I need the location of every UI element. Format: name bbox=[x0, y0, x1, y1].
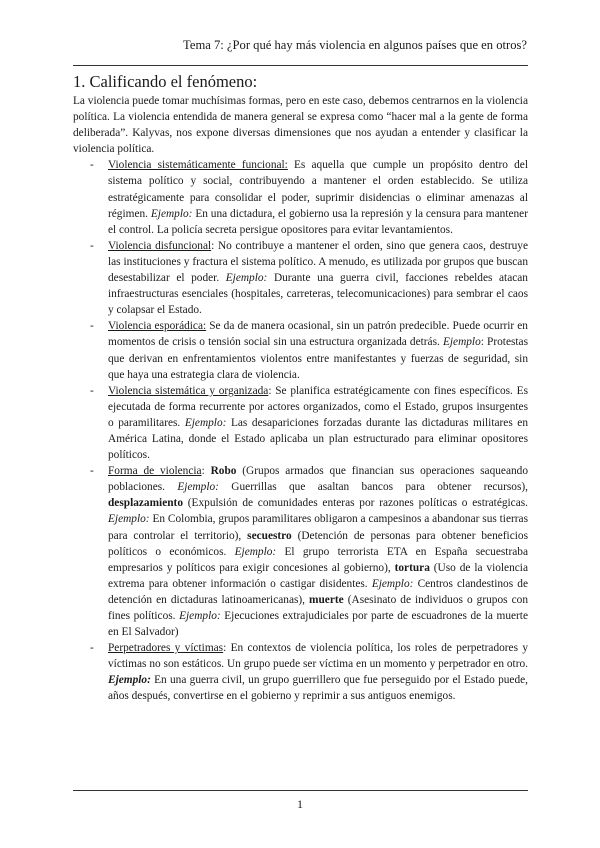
example-label: Ejemplo: bbox=[150, 207, 193, 220]
form-text: Centros clandestinos de detención en dictaduras latinoamericanas), bbox=[108, 577, 528, 606]
page-number: 1 bbox=[297, 797, 303, 811]
list-item bbox=[90, 157, 528, 237]
item-term: Forma de violencia bbox=[108, 465, 202, 478]
example-label: Ejemplo: bbox=[177, 481, 219, 494]
item-term: Perpetradores y víctimas bbox=[108, 642, 224, 655]
form-text: (Detención de personas para obtener beneficios políticos o económicos. bbox=[108, 529, 528, 558]
item-example-text: : Protestas que derivan en enfrentamientos violentos entre manifestantes y fuerzas de seguridad, sin que haya una estrategia clara de violencia. bbox=[108, 336, 528, 381]
item-example-text: En una guerra civil, un grupo guerrillero que fue perseguido por el Estado puede, años después, convertirse en el gobierno y reprimir a sus antiguos enemigos. bbox=[108, 674, 528, 703]
form-muerte: muerte bbox=[309, 593, 344, 606]
form-text: (Asesinato de individuos o grupos con fines políticos. bbox=[108, 593, 528, 622]
example-label: Ejemplo: bbox=[108, 513, 150, 526]
item-term: Violencia sistemáticamente funcional: bbox=[108, 159, 288, 172]
list-item-perpetrators bbox=[90, 640, 528, 704]
form-robo: Robo bbox=[210, 465, 237, 478]
item-example-text: Durante una guerra civil, facciones rebeldes atacan infraestructuras esenciales (hospitales, carreteras, telecomunicaciones) para sembrar el caos y colapsar el Estado. bbox=[108, 272, 528, 317]
example-label: Ejemplo: bbox=[371, 577, 414, 590]
item-term: Violencia esporádica: bbox=[108, 320, 207, 333]
form-secuestro: secuestro bbox=[247, 529, 292, 542]
bullet-dash: - bbox=[90, 239, 94, 252]
bullet-dash: - bbox=[90, 159, 94, 172]
item-text: : En contextos de violencia política, los roles de perpetradores y víctimas no son estáticos. Un grupo puede ser víctima en un momento y perpetrador en otro. bbox=[108, 642, 528, 671]
form-desplazamiento: desplazamiento bbox=[108, 497, 183, 510]
bullet-dash: - bbox=[90, 384, 94, 397]
list-item bbox=[90, 383, 528, 463]
term-colon: : bbox=[201, 465, 211, 478]
document-body bbox=[73, 93, 528, 705]
example-label: Ejemplo: bbox=[225, 272, 268, 285]
form-text: Guerrillas que asaltan bancos para obtener recursos), bbox=[218, 481, 528, 494]
item-example-text: Las desapariciones forzadas durante las dictaduras militares en América Latina, donde el Estado aplicaba un plan estructurado para eliminar opositores políticos. bbox=[108, 416, 528, 462]
bullet-dash: - bbox=[90, 642, 94, 655]
example-label: Ejemplo: bbox=[234, 545, 277, 558]
bullet-dash: - bbox=[90, 320, 94, 333]
example-label: Ejemplo bbox=[442, 336, 481, 349]
item-text: Se da de manera ocasional, sin un patrón predecible. Puede ocurrir en momentos de crisis o tensión social sin una estructura organizada detrás. bbox=[108, 320, 528, 349]
list-item bbox=[90, 238, 528, 318]
form-text: (Uso de la violencia extrema para obtener información o castigar disidentes. bbox=[108, 561, 528, 590]
item-example-text: En una dictadura, el gobierno usa la represión y la censura para mantener el control. La policía secreta persigue opositores para evitar levantamientos. bbox=[108, 207, 528, 236]
form-text: (Grupos armados que financian sus operaciones saqueando poblaciones. bbox=[108, 465, 529, 494]
item-text: Es aquella que cumple un propósito dentro del sistema político y social, contribuyendo a mantener el orden establecido. Se utiliza estratégicamente para consolidar el poder, suprimir disidencias o eliminar amenazas al régimen. bbox=[108, 159, 528, 220]
example-label: Ejemplo: bbox=[179, 610, 221, 622]
violence-types-list bbox=[73, 157, 528, 704]
form-text: En Colombia, grupos paramilitares obligaron a campesinos a abandonar sus tierras para controlar el territorio), bbox=[108, 513, 528, 542]
footer-rule bbox=[73, 790, 528, 791]
item-term: Violencia disfuncional bbox=[108, 239, 212, 252]
form-tortura: tortura bbox=[394, 561, 430, 574]
header-rule bbox=[73, 65, 528, 66]
section-title: 1. Calificando el fenómeno: bbox=[73, 72, 258, 91]
item-text: : No contribuye a mantener el orden, sino que genera caos, destruye las instituciones y fractura el sistema político. A menudo, es utilizada por grupos que buscan desestabilizar el poder. bbox=[108, 239, 528, 285]
form-text: El grupo terrorista ETA en España secuestraba empresarios y políticos para exigir concesiones al gobierno), bbox=[108, 545, 528, 574]
bullet-dash: - bbox=[90, 465, 94, 478]
running-header: Tema 7: ¿Por qué hay más violencia en algunos países que en otros? bbox=[183, 38, 527, 52]
list-item-forms bbox=[90, 463, 529, 640]
item-term: Violencia sistemática y organizada bbox=[108, 384, 269, 397]
list-item bbox=[90, 318, 528, 382]
item-text: : Se planifica estratégicamente con fines específicos. Es ejecutada de forma recurrente por actores organizados, como el Estado, grupos insurgentes o paramilitares. bbox=[108, 384, 528, 429]
intro-paragraph: La violencia puede tomar muchísimas formas, pero en este caso, debemos centrarnos en la violencia política. La violencia entendida de manera general se expresa como “hacer mal a la gente de forma deliberada”. Kalyvas, nos expone diversas dimensiones que nos ayudan a entender y clasificar la violencia política. bbox=[73, 95, 528, 156]
form-text: Ejecuciones extrajudiciales por parte de escuadrones de la muerte en El Salvador) bbox=[108, 610, 528, 639]
form-text: (Expulsión de comunidades enteras por razones políticas o estratégicas. bbox=[183, 497, 528, 510]
example-label: Ejemplo: bbox=[184, 416, 227, 429]
example-label: Ejemplo: bbox=[108, 674, 151, 687]
